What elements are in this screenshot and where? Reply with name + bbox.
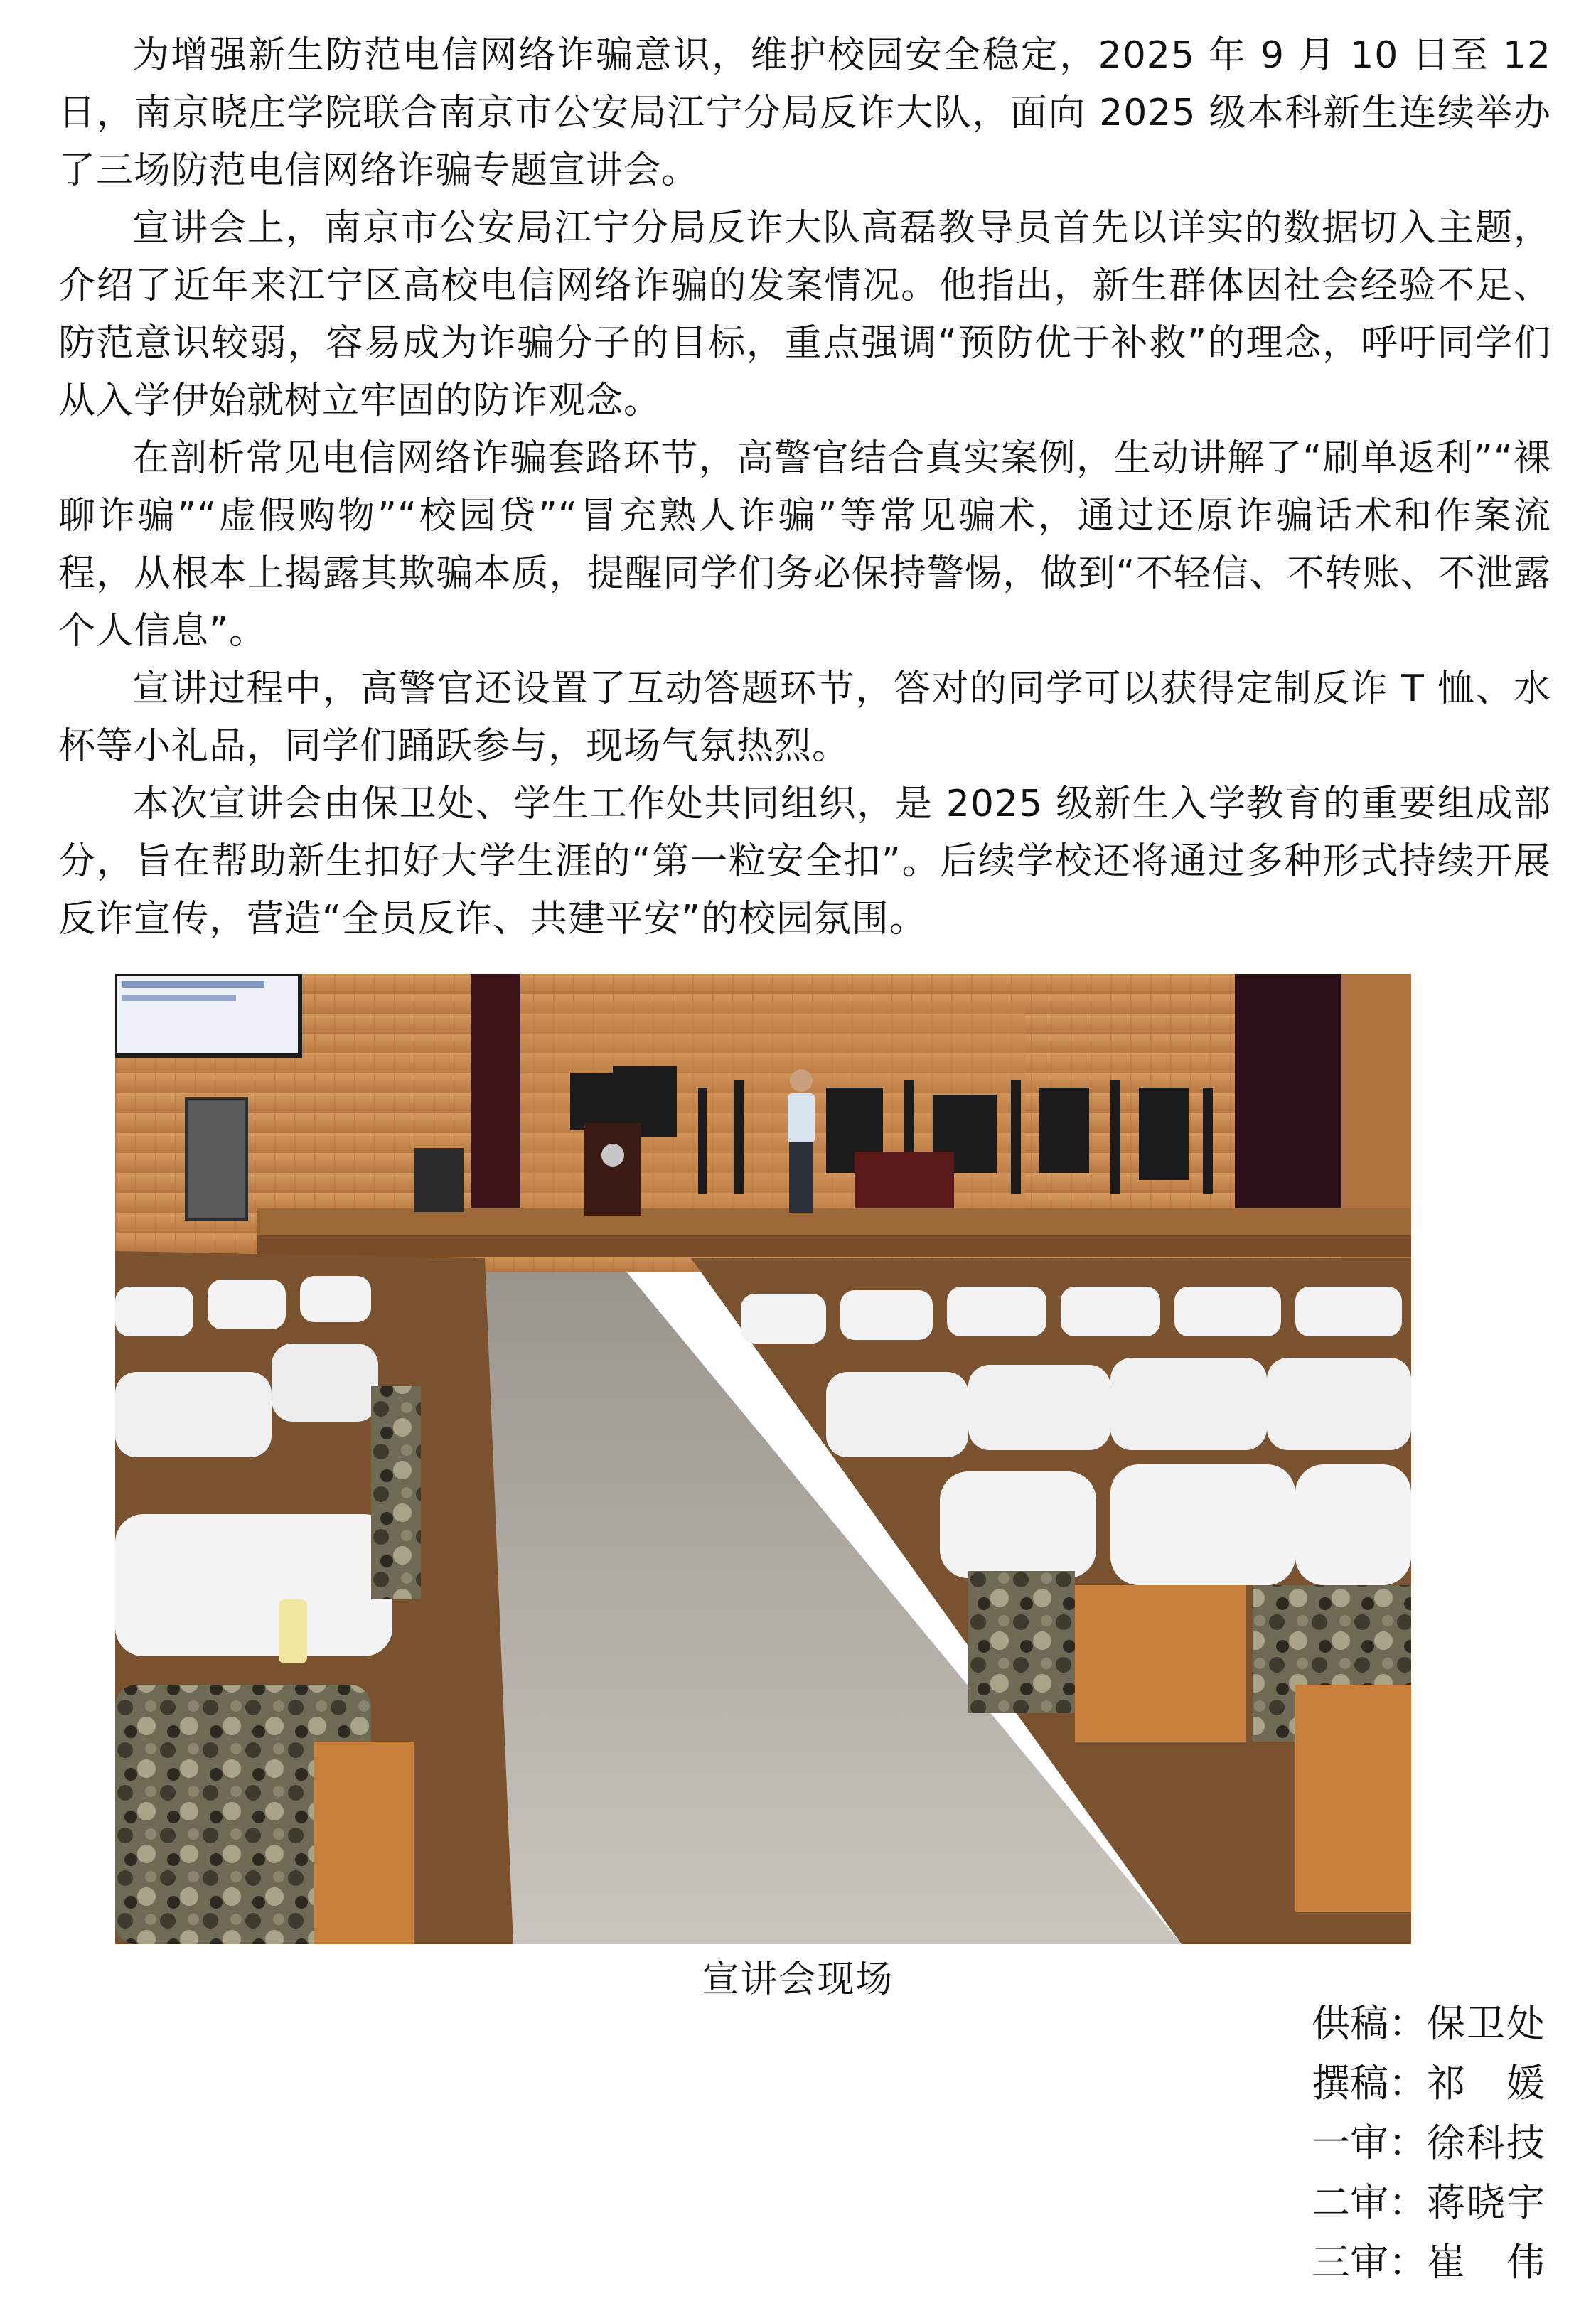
credit-label: 一审： bbox=[1312, 2120, 1427, 2165]
stage bbox=[257, 1208, 1411, 1237]
credit-first-review bbox=[1312, 2113, 1546, 2173]
loudspeaker bbox=[414, 1148, 464, 1212]
credit-supplier bbox=[1312, 1994, 1546, 2054]
paragraph-speech: 宣讲会上，南京市公安局江宁分局反诈大队高磊教导员首先以详实的数据切入主题，介绍了近年来江宁区高校电信网络诈骗的发案情况。他指出，新生群体因社会经验不足、防范意识较弱，容易成为诈骗分子的目标，重点强调“预防优于补救”的理念，呼吁同学们从入学伊始就树立牢固的防诈观念。 bbox=[58, 207, 1551, 422]
right-curtain bbox=[1235, 974, 1341, 1208]
paragraph-summary: 本次宣讲会由保卫处、学生工作处共同组织，是 2025 级新生入学教育的重要组成部分，旨在帮助新生扣好大学生涯的“第一粒安全扣”。后续学校还将通过多种形式持续开展反诈宣传，营造“全员反诈、共建平安”的校园氛围。 bbox=[58, 783, 1551, 940]
credit-second-review bbox=[1312, 2173, 1546, 2233]
credit-value: 蒋晓宇 bbox=[1427, 2180, 1546, 2225]
credit-value: 保卫处 bbox=[1427, 2001, 1546, 2046]
paragraph-intro: 为增强新生防范电信网络诈骗意识，维护校园安全稳定，2025 年 9 月 10 日至 12 日，南京晓庄学院联合南京市公安局江宁分局反诈大队，面向 2025 级本科新生连续举办了三场防范电信网络诈骗专题宣讲会。 bbox=[58, 34, 1551, 192]
left-seating bbox=[115, 1251, 513, 1944]
credit-third-review bbox=[1312, 2233, 1546, 2292]
article-body bbox=[58, 27, 1551, 948]
credit-label: 三审： bbox=[1312, 2240, 1427, 2285]
left-curtain bbox=[471, 974, 520, 1230]
credit-value: 徐科技 bbox=[1427, 2120, 1546, 2165]
credits-block bbox=[1312, 1994, 1546, 2292]
credit-value: 祁 媛 bbox=[1427, 2061, 1546, 2106]
paragraph-interaction: 宣讲过程中，高警官还设置了互动答题环节，答对的同学可以获得定制反诈 T 恤、水杯等小礼品，同学们踊跃参与，现场气氛热烈。 bbox=[58, 667, 1551, 768]
paragraph-cases: 在剖析常见电信网络诈骗套路环节，高警官结合真实案例，生动讲解了“刷单返利”“裸聊诈骗”“虚假购物”“校园贷”“冒充熟人诈骗”等常见骗术，通过还原诈骗话术和作案流程，从根本上揭露其欺骗本质，提醒同学们务必保持警惕，做到“不轻信、不转账、不泄露个人信息”。 bbox=[58, 437, 1551, 653]
credit-label: 供稿： bbox=[1312, 2001, 1427, 2046]
photo-caption: 宣讲会现场 bbox=[702, 1958, 894, 2001]
credit-value: 崔 伟 bbox=[1427, 2240, 1546, 2285]
credit-label: 撰稿： bbox=[1312, 2061, 1427, 2106]
podium bbox=[584, 1123, 641, 1216]
credit-writer bbox=[1312, 2054, 1546, 2113]
side-door bbox=[186, 1098, 247, 1219]
credit-label: 二审： bbox=[1312, 2180, 1427, 2225]
lecture-hall-photo bbox=[115, 974, 1411, 1944]
